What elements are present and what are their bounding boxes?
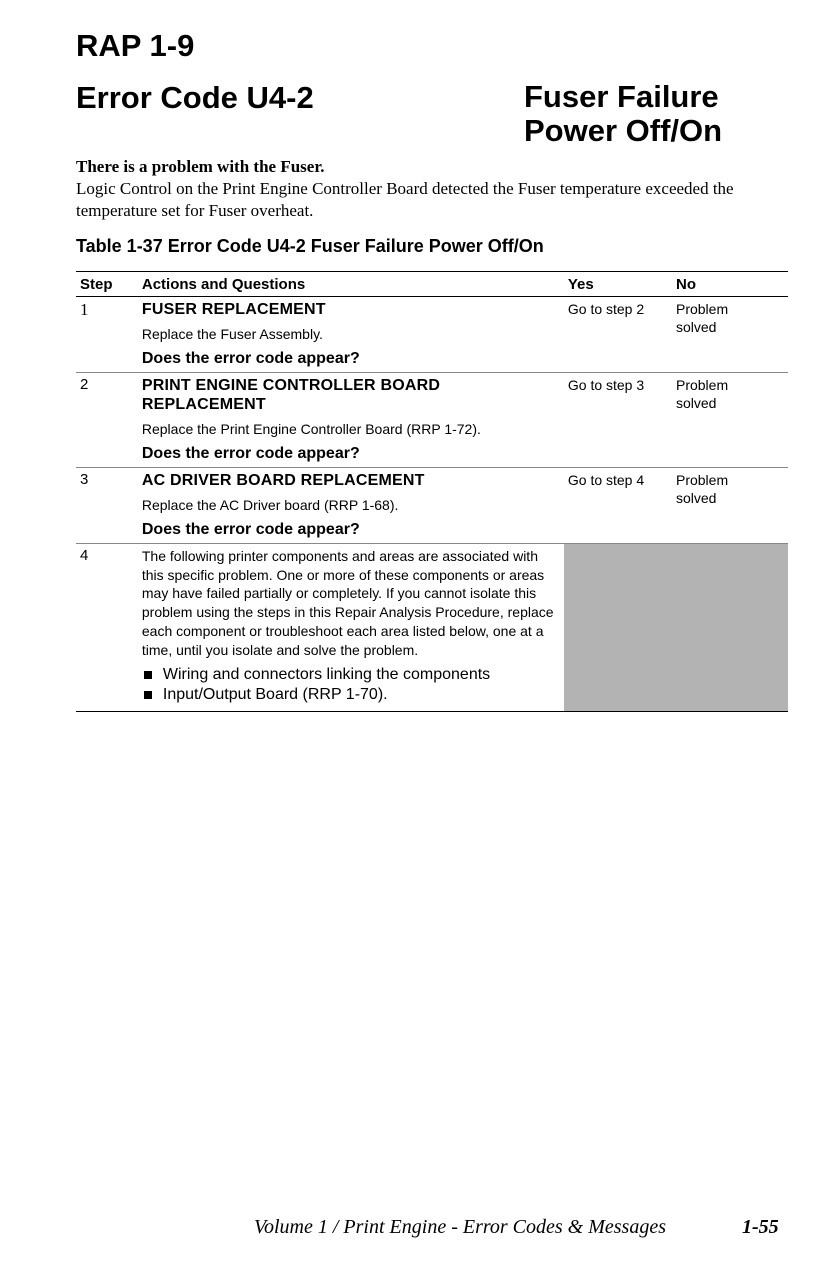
step-question: Does the error code appear? (141, 445, 360, 462)
step-text: Replace the Fuser Assembly. (141, 326, 323, 342)
step-number: 3 (80, 471, 89, 488)
yes-action: Go to step 4 (567, 472, 645, 488)
footer-text: Volume 1 / Print Engine - Error Codes & Messages (254, 1216, 667, 1238)
step-heading: FUSER REPLACEMENT (141, 301, 326, 318)
header-no: No (672, 272, 788, 297)
intro-text: Logic Control on the Print Engine Controller Board detected the Fuser temperature exceeded the temperature set for Fuser overheat. (76, 179, 734, 220)
step-text: Replace the AC Driver board (RRP 1-68). (141, 497, 399, 513)
shaded-cell (564, 544, 788, 712)
title-right-line2: Power Off/On (524, 113, 723, 148)
yes-action: Go to step 2 (567, 301, 645, 317)
header-step: Step (76, 272, 138, 297)
table-caption: Table 1-37 Error Code U4-2 Fuser Failure Power Off/On (76, 236, 544, 256)
list-item-text: Wiring and connectors linking the components (162, 666, 491, 684)
table-header-row (76, 272, 788, 297)
intro-section (76, 156, 756, 222)
table-row (76, 297, 788, 373)
step-number: 1 (80, 300, 89, 319)
list-item-text: Input/Output Board (RRP 1-70). (162, 686, 388, 704)
header-yes: Yes (564, 272, 672, 297)
bullet-square-icon (144, 671, 152, 679)
bullet-square-icon (144, 691, 152, 699)
table-row (76, 544, 788, 712)
list-item (142, 665, 560, 685)
table-row (76, 373, 788, 468)
step-heading: PRINT ENGINE CONTROLLER BOARD REPLACEMENT (141, 377, 441, 413)
component-list (142, 665, 560, 705)
final-step-text: The following printer components and areas are associated with this specific problem. One or more of these components or areas may have failed partially or completely. If you cannot isolate this problem using the steps in this Repair Analysis Procedure, replace each component or troubleshoot each area listed below, one at a time, until you isolate and solve the problem. (141, 548, 554, 658)
yes-action: Go to step 3 (567, 377, 645, 393)
no-action: Problem solved (675, 301, 729, 335)
error-code-title: Error Code U4-2 (76, 80, 314, 115)
no-action: Problem solved (675, 377, 729, 411)
error-description-title (524, 80, 722, 148)
step-question: Does the error code appear? (141, 350, 360, 367)
title-right-line1: Fuser Failure (524, 79, 719, 114)
step-text: Replace the Print Engine Controller Board (RRP 1-72). (141, 421, 481, 437)
header-actions: Actions and Questions (138, 272, 564, 297)
step-question: Does the error code appear? (141, 521, 360, 538)
step-heading: AC DRIVER BOARD REPLACEMENT (141, 472, 425, 489)
intro-bold-line: There is a problem with the Fuser. (76, 157, 325, 176)
procedure-table (76, 271, 788, 712)
list-item (142, 685, 560, 705)
no-action: Problem solved (675, 472, 729, 506)
table-row (76, 468, 788, 544)
step-number: 4 (80, 547, 89, 564)
page-number: 1-55 (742, 1216, 779, 1238)
rap-number: RAP 1-9 (76, 28, 195, 63)
step-number: 2 (80, 376, 89, 393)
